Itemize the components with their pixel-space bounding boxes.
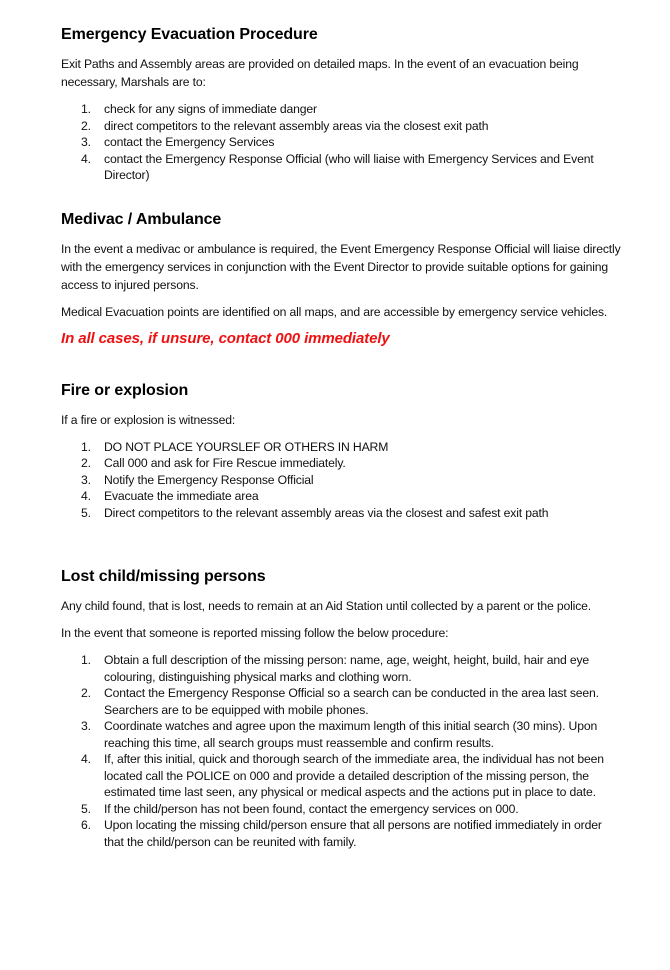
list-number: 5.: [81, 801, 91, 816]
list-item: [61, 751, 621, 801]
list-item: [61, 718, 621, 751]
list-text: If the child/person has not been found, contact the emergency services on 000.: [104, 801, 519, 816]
missing-paragraph-1: Any child found, that is lost, needs to remain at an Aid Station until collected by a parent or the police.: [61, 599, 592, 613]
list-item: [61, 151, 621, 184]
emergency-alert: In all cases, if unsure, contact 000 immediately: [61, 329, 390, 347]
list-text: Contact the Emergency Response Official so a search can be conducted in the area last seen. Searchers are to be equipped with mobile phones.: [104, 686, 599, 717]
section-evacuation: [61, 26, 621, 184]
evacuation-intro: Exit Paths and Assembly areas are provided on detailed maps. In the event of an evacuation being necessary, Marshals are to:: [61, 57, 579, 89]
list-item: [61, 101, 621, 118]
list-item: [61, 134, 621, 151]
evacuation-steps: [61, 101, 621, 184]
list-text: Evacuate the immediate area: [104, 489, 259, 503]
list-number: 1.: [81, 102, 91, 116]
list-text: Coordinate watches and agree upon the maximum length of this initial search (30 mins). Upon reaching this time, all search groups must reassemble and confirm results.: [104, 719, 598, 750]
missing-steps: [61, 652, 621, 850]
document-content: [61, 26, 621, 850]
list-text: If, after this initial, quick and thorough search of the immediate area, the individual has not been located call the POLICE on 000 and provide a detailed description of the missing person, the estimated time last seen, any physical or medical aspects and the actions put in place to date.: [104, 752, 604, 799]
list-number: 1.: [81, 439, 91, 454]
list-item: [61, 472, 621, 489]
list-number: 5.: [81, 505, 91, 520]
list-item: [61, 505, 621, 522]
list-number: 4.: [81, 489, 91, 503]
list-number: 4.: [81, 752, 91, 766]
list-number: 1.: [81, 653, 91, 667]
list-number: 2.: [81, 686, 91, 700]
list-item: [61, 817, 621, 850]
list-item: [61, 652, 621, 685]
fire-steps: [61, 439, 621, 522]
list-text: Call 000 and ask for Fire Rescue immediately.: [104, 456, 346, 470]
list-number: 2.: [81, 456, 91, 470]
list-item: [61, 801, 621, 818]
list-text: Obtain a full description of the missing person: name, age, weight, height, build, hair and eye colouring, distinguishing physical marks and clothing worn.: [104, 653, 590, 684]
list-text: Notify the Emergency Response Official: [104, 472, 314, 487]
list-item: [61, 685, 621, 718]
section-fire: [61, 382, 621, 522]
list-text: direct competitors to the relevant assembly areas via the closest exit path: [104, 118, 489, 133]
list-text: contact the Emergency Services: [104, 135, 275, 149]
list-text: Upon locating the missing child/person ensure that all persons are notified immediately in order that the child/person can be reunited with family.: [104, 818, 602, 849]
heading-evacuation: Emergency Evacuation Procedure: [61, 26, 318, 43]
list-number: 6.: [81, 818, 91, 832]
section-missing-persons: [61, 568, 621, 850]
list-item: [61, 439, 621, 456]
list-item: [61, 455, 621, 472]
medivac-paragraph-2: Medical Evacuation points are identified on all maps, and are accessible by emergency service vehicles.: [61, 304, 608, 319]
list-item: [61, 118, 621, 135]
medivac-paragraph-1: In the event a medivac or ambulance is required, the Event Emergency Response Official will liaise directly with the emergency services in conjunction with the Event Director to provide suitable options for gaining access to injured persons.: [61, 241, 621, 292]
missing-paragraph-2: In the event that someone is reported missing follow the below procedure:: [61, 626, 449, 640]
section-medivac: [61, 211, 621, 348]
list-number: 2.: [81, 118, 91, 133]
list-number: 4.: [81, 151, 91, 166]
list-item: [61, 488, 621, 505]
heading-missing-persons: Lost child/missing persons: [61, 568, 266, 585]
list-number: 3.: [81, 135, 91, 149]
heading-fire: Fire or explosion: [61, 381, 189, 399]
list-number: 3.: [81, 719, 91, 733]
list-text: Direct competitors to the relevant assembly areas via the closest and safest exit path: [104, 505, 549, 520]
heading-medivac: Medivac / Ambulance: [61, 210, 222, 228]
list-text: check for any signs of immediate danger: [104, 102, 317, 116]
list-text: DO NOT PLACE YOURSLEF OR OTHERS IN HARM: [104, 439, 389, 454]
fire-intro: If a fire or explosion is witnessed:: [61, 412, 236, 427]
list-number: 3.: [81, 472, 91, 487]
list-text: contact the Emergency Response Official (who will liaise with Emergency Services and Event Director): [104, 151, 594, 182]
